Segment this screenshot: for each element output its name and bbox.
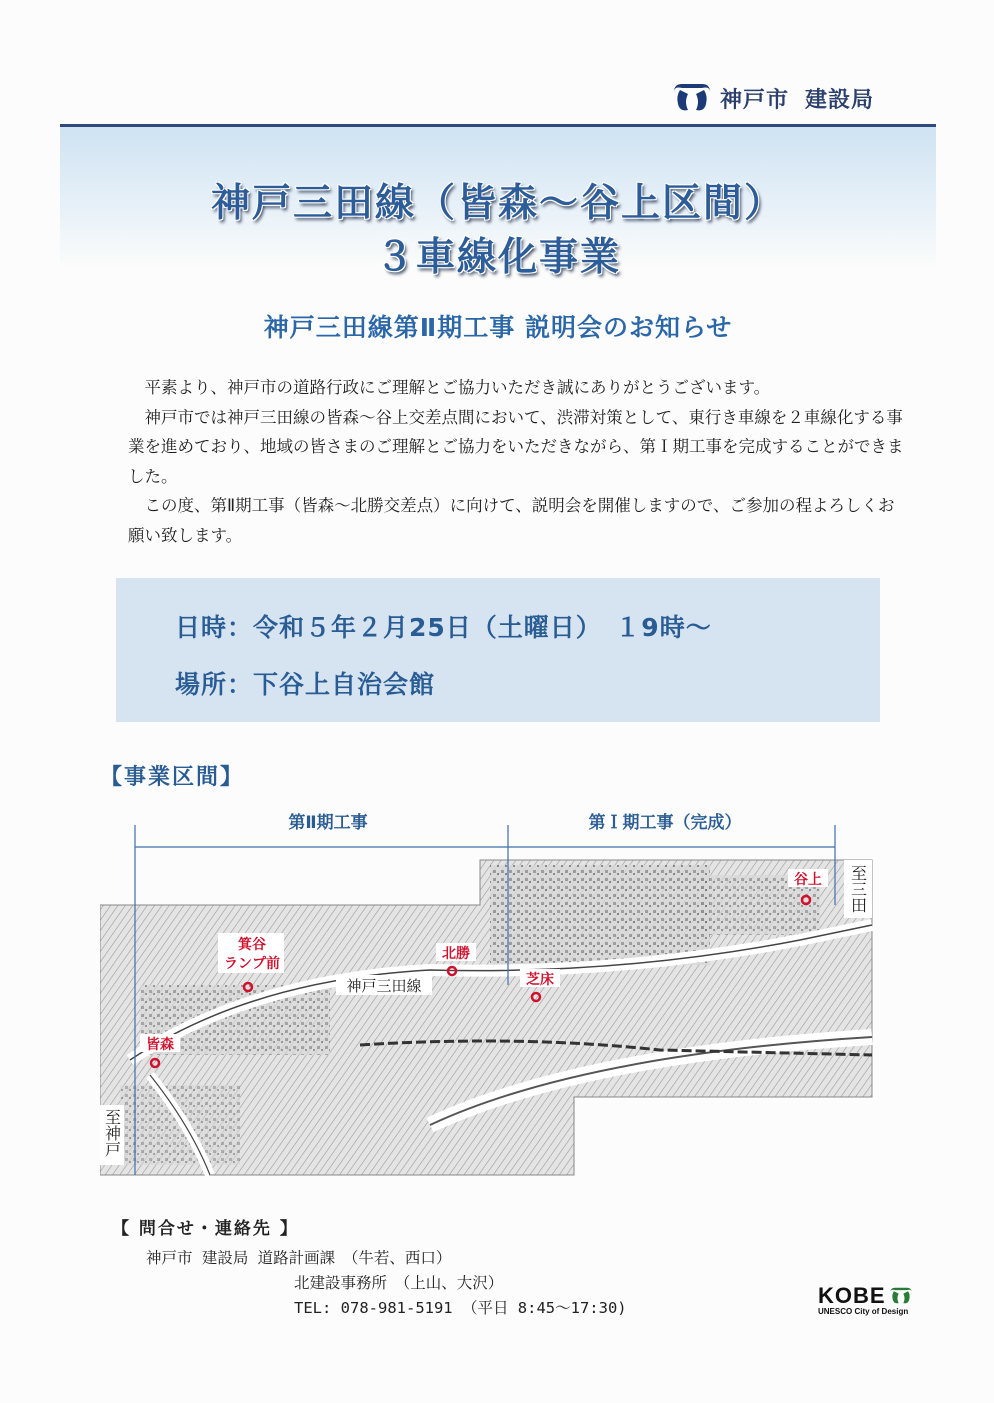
kobe-design-logo xyxy=(818,1283,948,1316)
phase2-label: 第Ⅱ期工事 xyxy=(288,813,368,833)
to-kobe-label: 至神戸 xyxy=(102,1109,122,1157)
kobe-logo-tagline: UNESCO City of Design xyxy=(818,1307,909,1316)
page-title-line1: 神戸三田線（皆森～谷上区間） xyxy=(210,181,785,226)
map-town-area xyxy=(490,865,710,965)
svg-text:谷上: 谷上 xyxy=(794,872,822,888)
header-organization xyxy=(670,78,890,118)
header-org-name: 神戸市 xyxy=(720,87,790,113)
body-paragraph-1: 平素より、神戸市の道路行政にご理解とご協力いただき誠にありがとうございます。 xyxy=(144,378,771,397)
body-paragraph-2: 神戸市では神戸三田線の皆森～谷上交差点間において、渋滞対策として、東行き車線を２車線化する事業を進めており、地域の皆さまのご理解とご協力をいただきながら、第Ｉ期工事を完成することができました。 xyxy=(128,407,904,486)
kobe-city-emblem-icon xyxy=(670,82,714,114)
event-place-value: 下谷上自治会館 xyxy=(253,670,436,699)
body-text xyxy=(128,373,908,550)
svg-text:皆森: 皆森 xyxy=(146,1037,174,1053)
contact-office: 北建設事務所 （上山、大沢） xyxy=(294,1274,504,1292)
event-date-value: 令和５年２月25日（土曜日） １9時～ xyxy=(253,613,712,642)
event-place xyxy=(175,665,435,701)
header-department: 建設局 xyxy=(805,87,875,113)
svg-text:ランプ前: ランプ前 xyxy=(224,956,280,972)
contact-department: 神戸市 建設局 道路計画課 （牛若、西口） xyxy=(146,1249,452,1267)
kobe-emblem-icon xyxy=(888,1286,914,1306)
contact-phone: TEL: 078-981-5191 （平日 8:45～17:30) xyxy=(294,1299,627,1317)
svg-text:芝床: 芝床 xyxy=(526,972,554,988)
event-date xyxy=(175,608,712,644)
svg-text:箕谷: 箕谷 xyxy=(238,937,266,953)
contact-heading: 【 問合せ・連絡先 】 xyxy=(112,1219,299,1239)
svg-text:北勝: 北勝 xyxy=(442,946,470,962)
section-heading-project-area: 【事業区間】 xyxy=(100,765,245,790)
body-paragraph-3: この度、第Ⅱ期工事（皆森～北勝交差点）に向けて、説明会を開催しますので、ご参加の程よろしくお願い致します。 xyxy=(128,496,895,545)
road-label: 神戸三田線 xyxy=(346,977,422,995)
event-place-label: 場所： xyxy=(175,670,254,699)
kobe-logo-word: KOBE xyxy=(818,1283,886,1308)
page-subtitle: 神戸三田線第Ⅱ期工事 説明会のお知らせ xyxy=(263,313,733,342)
phase1-label: 第Ｉ期工事（完成） xyxy=(588,813,742,833)
page-title-line2: ３車線化事業 xyxy=(374,235,621,280)
project-area-map xyxy=(100,805,880,1185)
event-date-label: 日時： xyxy=(175,613,254,642)
to-sanda-label: 至三田 xyxy=(848,865,868,913)
